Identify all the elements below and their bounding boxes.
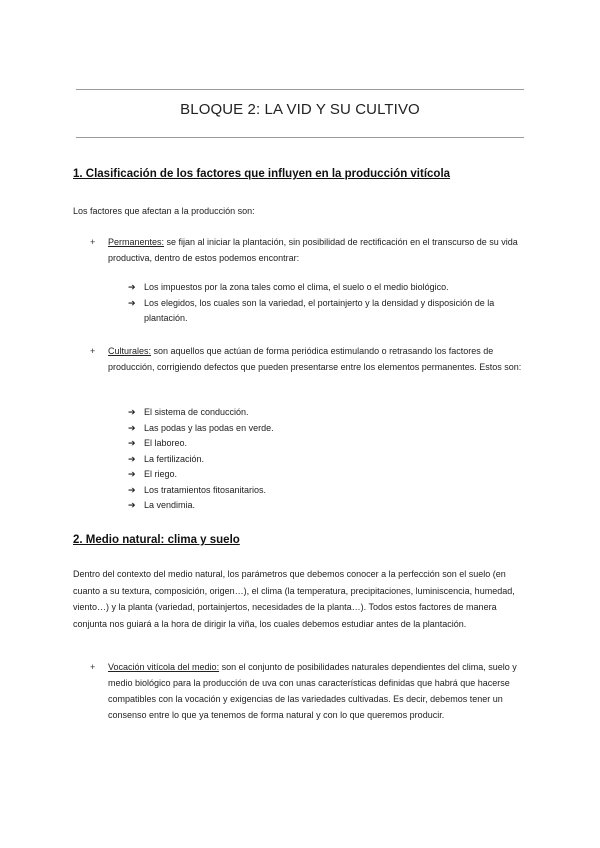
list-item: ➔ La fertilización. <box>128 452 528 468</box>
title-bottom-rule <box>76 137 524 138</box>
culturales-label: Culturales: <box>108 346 152 356</box>
vocacion-text <box>108 659 526 723</box>
plus-bullet-icon: + <box>90 237 96 247</box>
arrow-right-icon: ➔ <box>128 453 136 464</box>
section-2-heading: 2. Medio natural: clima y suelo <box>73 534 240 546</box>
arrow-right-icon: ➔ <box>128 484 136 495</box>
arrow-right-icon: ➔ <box>128 469 136 479</box>
plus-bullet-icon: + <box>90 346 96 356</box>
permanentes-label: Permanentes: <box>108 237 165 247</box>
list-item: ➔ El laboreo. <box>128 436 528 452</box>
list-item: ➔ Los tratamientos fitosanitarios. <box>128 483 528 499</box>
vocacion-description: son el conjunto de posibilidades naturales dependientes del clima, suelo y medio biológico para la producción de uva con unas características definidas que habrá que hacerse compatibles con la vocación y exigencias de las variedades cultivadas. Es decir, debemos tener un consenso entre lo que ya tenemos de forma natural y con lo que queremos producir. <box>108 662 517 720</box>
arrow-right-icon: ➔ <box>128 422 136 433</box>
section-1-heading: 1. Clasificación de los factores que influyen en la producción vitícola <box>73 168 451 180</box>
arrow-right-icon: ➔ <box>128 407 136 417</box>
list-item: ➔ Los elegidos, los cuales son la variedad, el portainjerto y la densidad y disposición de la plantación. <box>128 297 495 323</box>
permanentes-description: se fijan al iniciar la plantación, sin posibilidad de rectificación en el transcurso de su vida productiva, dentro de estos podemos encontrar: <box>108 237 518 263</box>
culturales-description: son aquellos que actúan de forma periódica estimulando o retrasando los factores de producción, corrigiendo defectos que pueden presentarse entre los elementos permanentes. Estos son: <box>108 346 522 372</box>
arrow-right-icon: ➔ <box>128 282 136 292</box>
list-item: ➔ El sistema de conducción. <box>128 405 528 421</box>
section-2-paragraph: Dentro del contexto del medio natural, los parámetros que debemos conocer a la perfección son el suelo (en cuanto a su textura, composición, origen…), el clima (la temperatura, precipitaciones, luminiscencia, humedad, viento…) y la planta (variedad, portainjertos, necesidades de la planta…). Todos estos factores de manera conjunta nos guiará a la hora de dirigir la viña, los cuales debemos estudiar antes de la plantación. <box>73 569 515 629</box>
permanentes-text <box>108 234 526 266</box>
document-title: BLOQUE 2: LA VID Y SU CULTIVO <box>180 101 420 118</box>
vocacion-label: Vocación vitícola del medio: <box>108 662 220 672</box>
top-rule <box>76 89 524 90</box>
list-item: ➔ Los impuestos por la zona tales como el clima, el suelo o el medio biológico. <box>128 280 528 296</box>
arrow-right-icon: ➔ <box>128 297 136 308</box>
permanentes-list <box>128 280 528 327</box>
section-1-intro: Los factores que afectan a la producción son: <box>73 206 255 216</box>
list-item: ➔ La vendimia. <box>128 498 528 514</box>
plus-bullet-icon: + <box>90 662 96 672</box>
list-item: ➔ El riego. <box>128 467 528 483</box>
culturales-list <box>128 405 528 514</box>
list-item: ➔ Las podas y las podas en verde. <box>128 421 528 437</box>
culturales-text <box>108 343 526 375</box>
arrow-right-icon: ➔ <box>128 438 136 448</box>
arrow-right-icon: ➔ <box>128 500 136 510</box>
